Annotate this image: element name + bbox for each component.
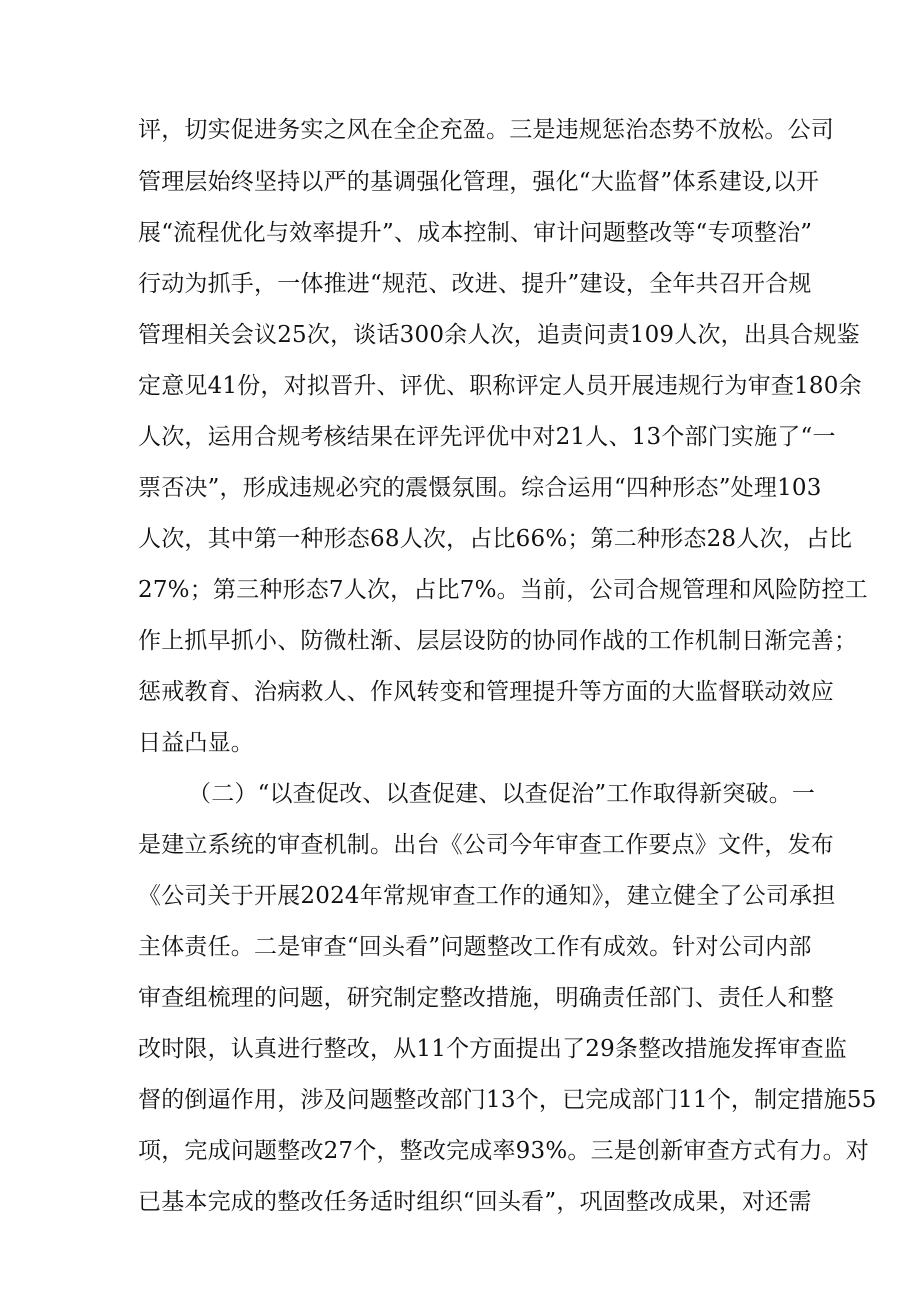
text-line: 定意见41份，对拟晋升、评优、职称评定人员开展违规行为审查180余 [138, 373, 862, 399]
text-line: 惩戒教育、治病救人、作风转变和管理提升等方面的大监督联动效应 [138, 679, 834, 705]
text-line: 改时限，认真进行整改，从11个方面提出了29条整改措施发挥审查监 [138, 1036, 847, 1062]
text-line: 票否决”，形成违规必究的震慑氛围。综合运用“四种形态”处理103 [138, 475, 822, 501]
text-line: 27%；第三种形态7人次，占比7%。当前，公司合规管理和风险防控工 [138, 577, 868, 603]
text-line: 人次，运用合规考核结果在评先评优中对21人、13个部门实施了“一 [138, 424, 836, 450]
text-line: 已基本完成的整改任务适时组织“回头看”，巩固整改成果，对还需 [138, 1189, 812, 1215]
text-line: 作上抓早抓小、防微杜渐、层层设防的协同作战的工作机制日渐完善； [138, 628, 858, 654]
text-line: 督的倒逼作用，涉及问题整改部门13个，已完成部门11个，制定措施55 [138, 1087, 877, 1113]
text-line: 管理层始终坚持以严的基调强化管理，强化“大监督”体系建设,以开 [138, 169, 820, 195]
text-line: 行动为抓手，一体推进“规范、改进、提升”建设，全年共召开合规 [138, 271, 812, 297]
text-line: 主体责任。二是审查“回头看”问题整改工作有成效。针对公司内部 [138, 934, 812, 960]
text-line: 管理相关会议25次，谈话300余人次，追责问责109人次，出具合规鉴 [138, 322, 860, 348]
text-line: 项，完成问题整改27个，整改完成率93%。三是创新审查方式有力。对 [138, 1138, 869, 1164]
text-line: 《公司关于开展2024年常规审查工作的通知》，建立健全了公司承担 [138, 883, 836, 909]
text-line: 展“流程优化与效率提升”、成本控制、审计问题整改等“专项整治” [138, 220, 813, 246]
section-heading-line: （二）“以查促改、以查促建、以查促治”工作取得新突破。一 [188, 781, 816, 807]
text-line: 评，切实促进务实之风在全企充盈。三是违规惩治态势不放松。公司 [138, 117, 834, 143]
text-line: 是建立系统的审查机制。出台《公司今年审查工作要点》文件，发布 [138, 832, 834, 858]
text-line: 审查组梳理的问题，研究制定整改措施，明确责任部门、责任人和整 [138, 985, 834, 1011]
text-line: 人次，其中第一种形态68人次，占比66%；第二种形态28人次，占比 [138, 526, 853, 552]
text-line: 日益凸显。 [138, 730, 254, 756]
